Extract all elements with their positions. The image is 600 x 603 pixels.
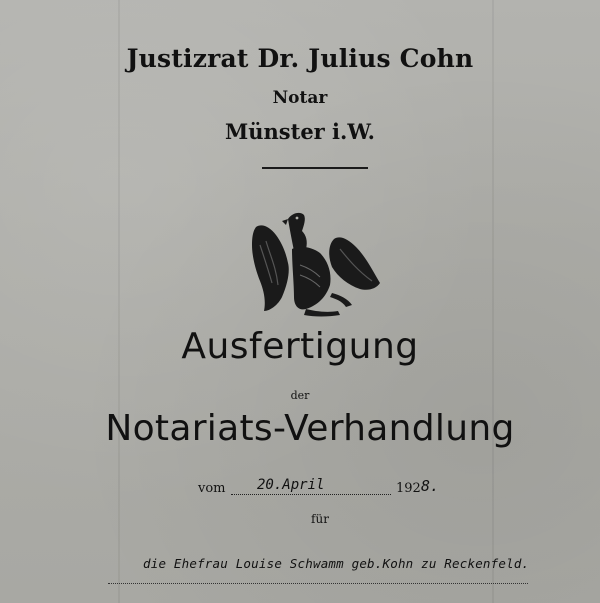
notary-name: Justizrat Dr. Julius Cohn xyxy=(126,44,474,73)
document-connector: der xyxy=(290,389,310,402)
year-suffix: 8. xyxy=(421,477,440,495)
recipient-fill-line xyxy=(108,583,528,584)
year-prefix: 192 xyxy=(396,481,421,496)
recipient-value: die Ehefrau Louise Schwamm geb.Kohn zu Reckenfeld. xyxy=(143,556,530,571)
date-fill-line xyxy=(231,494,391,495)
date-value: 20.April xyxy=(257,477,325,493)
date-label: vom xyxy=(198,481,226,496)
document-title: Ausfertigung xyxy=(181,326,419,367)
document-subtitle: Notariats-Verhandlung xyxy=(105,408,515,449)
notary-city: Münster i.W. xyxy=(225,119,375,144)
header-divider xyxy=(262,167,368,169)
recipient-label: für xyxy=(311,512,329,526)
eagle-icon xyxy=(248,205,382,317)
notary-title: Notar xyxy=(272,88,328,108)
